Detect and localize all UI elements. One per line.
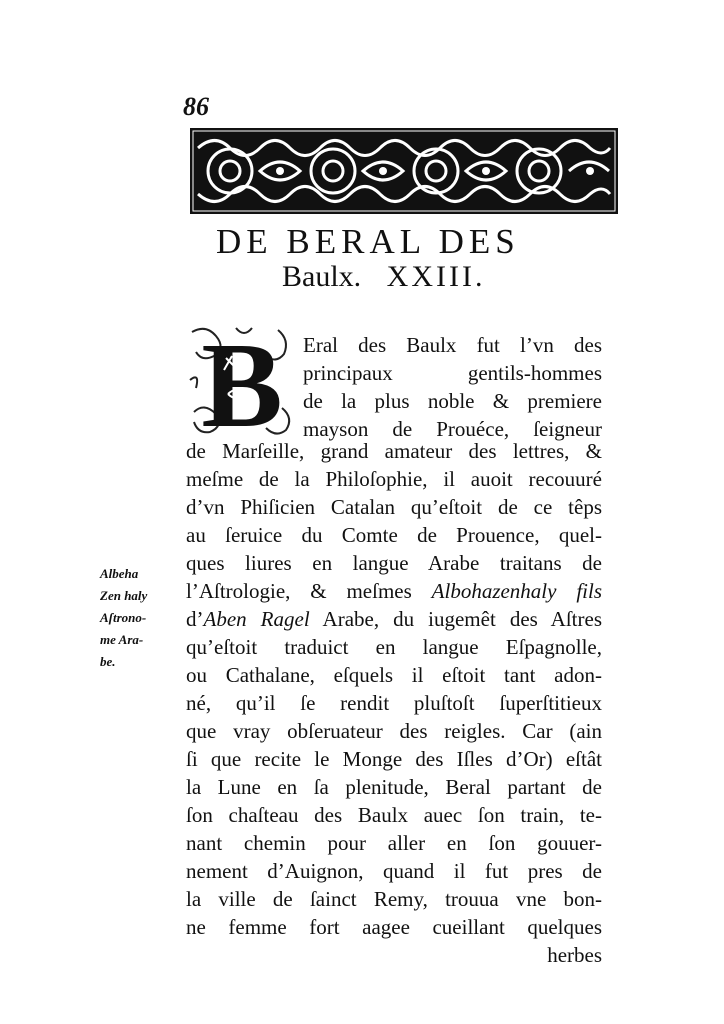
chapter-numeral: XXIII. [386, 260, 486, 293]
text-line-4: mayson de Prouéce, ſeigneur [303, 417, 602, 441]
margin-note [100, 563, 184, 673]
text-fragment: d’ [186, 607, 204, 631]
text-line-9: ques liures en langue Arabe traitans de [186, 551, 602, 575]
text-line-19: nant chemin pour aller en ſon gouuer- [186, 831, 602, 855]
text-line-3: de la plus noble & premiere [303, 389, 602, 413]
margin-note-line: be. [100, 654, 116, 669]
chapter-title-word: Baulx. [282, 260, 362, 293]
text-line-5: de Marſeille, grand amateur des lettres, & [186, 439, 602, 463]
text-fragment: l’Aſtrologie, & meſmes [186, 579, 412, 603]
text-line-21: la ville de ſainct Remy, trouua vne bon- [186, 887, 602, 911]
text-fragment: Arabe, du iugemêt des Aſtres [322, 607, 603, 631]
chapter-title-line2 [282, 260, 485, 294]
svg-text:B: B [201, 322, 283, 440]
text-line-18: ſon chaſteau des Baulx auec ſon train, te- [186, 803, 602, 827]
italic-name-aben-ragel: Aben Ragel [203, 607, 310, 631]
text-line-13: ou Cathalane, eſquels il eſtoit tant adon- [186, 663, 602, 687]
chapter-title-line1: DE BERAL DES [216, 222, 520, 261]
text-line-11 [186, 604, 602, 634]
page-number: 86 [183, 92, 209, 121]
text-line-22: ne femme fort aagee cueillant quelques [186, 915, 602, 939]
text-line-17: la Lune en ſa plenitude, Beral partant de [186, 775, 602, 799]
catchword: herbes [547, 943, 602, 967]
text-line-2: principaux gentils-hommes [303, 361, 602, 385]
text-line-10 [186, 576, 602, 606]
margin-note-line: Albeha [100, 566, 139, 581]
text-line-6: meſme de la Philoſophie, il auoit recouuré [186, 467, 602, 491]
text-line-20: nement d’Auignon, quand il fut pres de [186, 859, 602, 883]
margin-note-line: Zen haly [100, 588, 148, 603]
text-line-14: né, qu’il ſe rendit pluſtoſt ſuperſtitieux [186, 691, 602, 715]
decorated-drop-cap [186, 322, 298, 440]
margin-note-line: Aſtrono- [100, 610, 147, 625]
text-line-8: au ſeruice du Comte de Prouence, quel- [186, 523, 602, 547]
ornamental-headpiece [190, 128, 618, 214]
text-line-15: que vray obſeruateur des reigles. Car (ain [186, 719, 602, 743]
margin-note-line: me Ara- [100, 632, 144, 647]
text-line-16: ſi que recite le Monge des Iſles d’Or) eſtât [186, 747, 602, 771]
text-line-1: Eral des Baulx fut l’vn des [303, 333, 602, 357]
text-line-12: qu’eſtoit traduict en langue Eſpagnolle, [186, 635, 602, 659]
italic-name-albohazen: Albohazenhaly fils [431, 579, 603, 603]
text-line-7: d’vn Phiſicien Catalan qu’eſtoit de ce têps [186, 495, 602, 519]
